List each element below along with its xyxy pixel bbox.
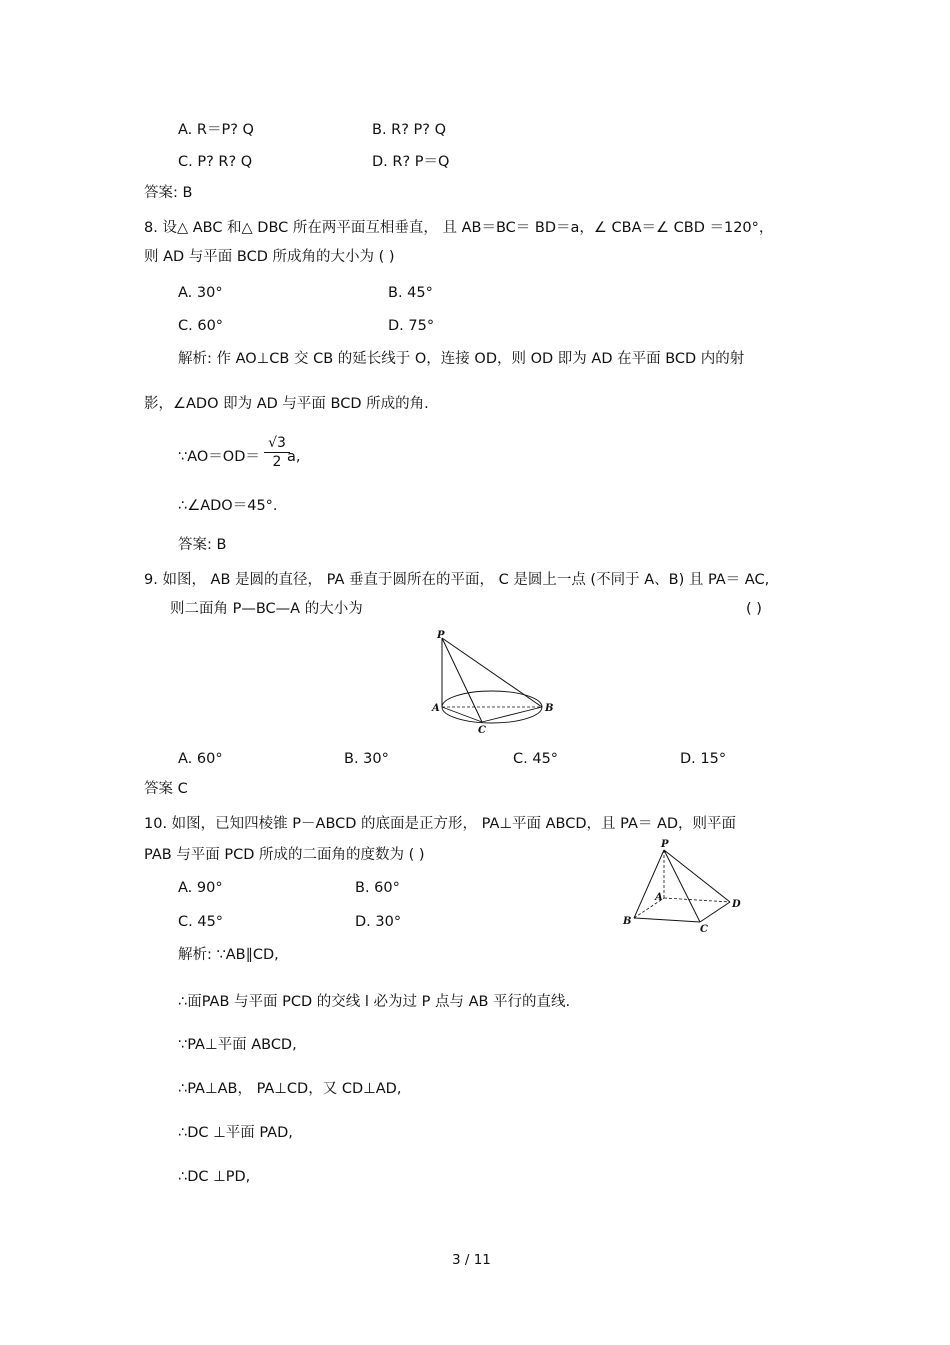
q9-answer-blank: ( ) [746, 601, 762, 617]
q10-option-b: B. 60° [355, 880, 400, 896]
q9-option-b: B. 30° [344, 751, 389, 767]
q8-analysis-line1: 解析: 作 AO⊥CB 交 CB 的延长线于 O，连接 OD，则 OD 即为 AD 在平面 BCD 内的射 [178, 351, 745, 367]
q8-stem-line1: 8. 设△ ABC 和△ DBC 所在两平面互相垂直， 且 AB＝BC＝ BD＝a，∠ CBA＝∠ CBD ＝120°， [144, 220, 774, 236]
q8-option-d: D. 75° [388, 318, 435, 334]
q9-cone-figure [425, 628, 555, 738]
q8-analysis-line2: 影，∠ADO 即为 AD 与平面 BCD 所成的角. [144, 396, 429, 412]
q10-step-2: ∵PA⊥平面 ABCD, [178, 1037, 297, 1053]
q9-option-d: D. 15° [680, 751, 727, 767]
q8-equation-left: ∵AO＝OD＝ [178, 449, 260, 465]
q7-option-d: D. R? P＝Q [372, 154, 450, 170]
q10-analysis: 解析: ∵AB∥CD, [178, 947, 279, 963]
q9-option-a: A. 60° [178, 751, 223, 767]
q10-label-c: C [700, 924, 708, 935]
q10-pyramid-figure [618, 836, 748, 936]
q7-option-c: C. P? R? Q [178, 154, 253, 170]
q10-option-a: A. 90° [178, 880, 223, 896]
q10-option-d: D. 30° [355, 914, 402, 930]
q10-label-a: A [655, 892, 663, 903]
q10-step-4: ∴DC ⊥平面 PAD, [178, 1125, 293, 1141]
q8-fraction-numerator: √3 [264, 436, 290, 453]
q7-option-a: A. R＝P? Q [178, 122, 254, 138]
q8-option-c: C. 60° [178, 318, 224, 334]
q7-answer: 答案: B [144, 185, 193, 201]
q8-stem-line2: 则 AD 与平面 BCD 所成角的大小为 ( ) [144, 249, 395, 265]
q8-option-a: A. 30° [178, 285, 223, 301]
q10-step-1: ∴面PAB 与平面 PCD 的交线 l 必为过 P 点与 AB 平行的直线. [178, 994, 571, 1010]
q9-stem-line1: 9. 如图， AB 是圆的直径， PA 垂直于圆所在的平面， C 是圆上一点 (不同于 A、B) 且 PA＝ AC, [144, 572, 770, 588]
q10-stem-line2: PAB 与平面 PCD 所成的二面角的度数为 ( ) [144, 847, 425, 863]
q10-option-c: C. 45° [178, 914, 224, 930]
q8-option-b: B. 45° [388, 285, 433, 301]
page-number: 3 / 11 [452, 1252, 491, 1268]
q9-label-p: P [437, 630, 445, 641]
q8-conclusion: ∴∠ADO＝45°. [178, 498, 278, 514]
q8-answer: 答案: B [178, 537, 227, 553]
q9-label-b: B [545, 703, 554, 714]
q10-stem-line1: 10. 如图，已知四棱锥 P－ABCD 的底面是正方形， PA⊥平面 ABCD，且 PA＝ AD，则平面 [144, 816, 737, 832]
q10-label-p: P [661, 839, 669, 850]
q9-label-a: A [432, 703, 440, 714]
q8-fraction-denominator: 2 [272, 454, 282, 470]
q10-label-d: D [732, 899, 741, 910]
q10-step-3: ∴PA⊥AB， PA⊥CD，又 CD⊥AD, [178, 1081, 402, 1097]
q8-equation-right: a, [287, 449, 301, 465]
q9-option-c: C. 45° [513, 751, 559, 767]
q10-label-b: B [623, 916, 632, 927]
q9-label-c: C [478, 725, 486, 736]
q10-step-5: ∴DC ⊥PD, [178, 1169, 251, 1185]
q9-answer: 答案 C [144, 781, 188, 797]
q7-option-b: B. R? P? Q [372, 122, 447, 138]
q9-stem-line2: 则二面角 P—BC—A 的大小为 [170, 601, 363, 617]
